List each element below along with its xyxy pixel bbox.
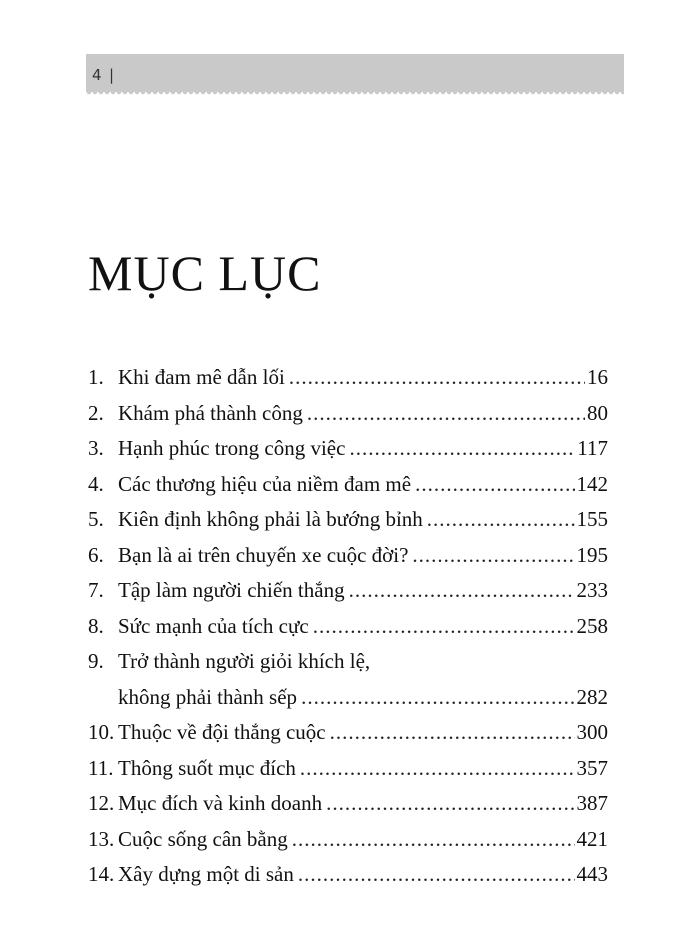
- toc-entry-number: 13.: [88, 826, 115, 851]
- toc-entry-title: Bạn là ai trên chuyến xe cuộc đời?: [118, 542, 409, 567]
- toc-entry-title: Thuộc về đội thắng cuộc: [118, 720, 326, 744]
- toc-entry-number: 4.: [88, 471, 104, 496]
- toc-entry-page: 16: [587, 365, 608, 389]
- toc-entry-title: Mục đích và kinh doanh: [118, 791, 323, 815]
- toc-entry-number: 8.: [88, 613, 104, 638]
- toc-entry-7[interactable]: [88, 573, 608, 609]
- toc-dot-leader: [300, 751, 575, 787]
- toc-entry-title: Cuộc sống cân bằng: [118, 826, 288, 851]
- toc-entry-title: Hạnh phúc trong công việc: [118, 436, 346, 460]
- toc-title: MỤC LỤC: [88, 245, 322, 301]
- toc-entry-page: 282: [576, 684, 608, 709]
- toc-entry-page: 387: [576, 791, 608, 815]
- toc-entry-2[interactable]: [88, 396, 608, 432]
- toc-entry-title: Tập làm người chiến thắng: [118, 578, 345, 602]
- toc-entry-page: 233: [576, 578, 608, 602]
- toc-dot-leader: [412, 538, 574, 574]
- toc-entry-number: 9.: [88, 649, 104, 673]
- toc-dot-leader: [349, 573, 575, 609]
- toc-entry-9-line-2[interactable]: [88, 680, 608, 716]
- toc-entry-title-line-1: Trở thành người giỏi khích lệ,: [118, 649, 371, 673]
- toc-entry-3[interactable]: [88, 431, 608, 467]
- toc-dot-leader: [313, 609, 575, 645]
- toc-entry-number: 3.: [88, 436, 104, 460]
- toc-dot-leader: [292, 822, 575, 858]
- toc-entry-page: 421: [576, 826, 608, 851]
- toc-entry-number: 11.: [88, 755, 114, 780]
- toc-entry-10[interactable]: [88, 715, 608, 751]
- toc-entry-page: 80: [587, 400, 608, 425]
- page-number: 4: [92, 66, 103, 84]
- toc-dot-leader: [349, 431, 575, 467]
- toc-dot-leader: [330, 715, 575, 751]
- toc-entry-page: 258: [576, 613, 608, 638]
- toc-entry-number: 14.: [88, 862, 115, 886]
- toc-entry-title: Khi đam mê dẫn lối: [118, 365, 285, 389]
- toc-entry-title: Thông suốt mục đích: [118, 755, 296, 780]
- toc-entry-page: 443: [576, 862, 608, 886]
- toc-entry-title: Xây dựng một di sản: [118, 862, 294, 886]
- toc-entry-page: 300: [576, 720, 608, 744]
- toc-entry-6[interactable]: [88, 538, 608, 574]
- toc-entry-14[interactable]: [88, 857, 608, 893]
- toc-entry-number: 5.: [88, 507, 104, 531]
- toc-entry-9-line-1[interactable]: [88, 644, 608, 680]
- toc-entry-12[interactable]: [88, 786, 608, 822]
- toc-entry-page: 117: [577, 436, 608, 460]
- toc-dot-leader: [298, 857, 575, 893]
- toc-entry-title: Kiên định không phải là bướng bỉnh: [118, 507, 423, 531]
- toc-dot-leader: [289, 360, 585, 396]
- toc-dot-leader: [307, 396, 585, 432]
- toc-entry-page: 142: [576, 471, 608, 496]
- toc-entry-1[interactable]: [88, 360, 608, 396]
- toc-entry-page: 195: [576, 542, 608, 567]
- toc-entry-number: 1.: [88, 365, 104, 389]
- toc-dot-leader: [301, 680, 574, 716]
- toc-entry-11[interactable]: [88, 751, 608, 787]
- header-band: [86, 54, 624, 92]
- toc-entry-title: Sức mạnh của tích cực: [118, 613, 309, 638]
- toc-dot-leader: [415, 467, 574, 503]
- toc-entry-title: không phải thành sếp: [118, 684, 298, 709]
- toc-entry-5[interactable]: [88, 502, 608, 538]
- toc-entry-page: 357: [576, 755, 608, 780]
- toc-entry-number: 12.: [88, 791, 115, 815]
- toc-dot-leader: [326, 786, 574, 822]
- toc-entry-title: Khám phá thành công: [118, 400, 303, 425]
- toc-entry-number: 10.: [88, 720, 115, 744]
- toc-entry-number: 2.: [88, 400, 104, 425]
- toc-entry-4[interactable]: [88, 467, 608, 503]
- toc-entry-page: 155: [576, 507, 608, 531]
- toc-list: [88, 360, 608, 893]
- toc-dot-leader: [427, 502, 575, 538]
- toc-entry-number: 7.: [88, 578, 104, 602]
- toc-entry-13[interactable]: [88, 822, 608, 858]
- toc-entry-number: 6.: [88, 542, 104, 567]
- toc-entry-title: Các thương hiệu của niềm đam mê: [118, 471, 412, 496]
- page-number-separator: |: [109, 66, 115, 84]
- toc-entry-8[interactable]: [88, 609, 608, 645]
